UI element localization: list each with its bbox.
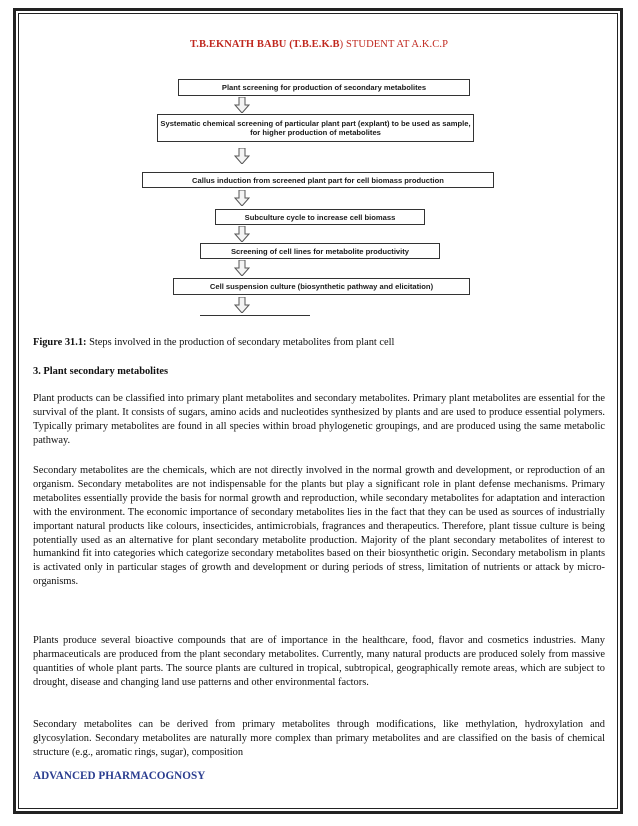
- arrow-down-icon: [234, 260, 250, 276]
- flow-step-1: Plant screening for production of secondary metabolites: [178, 79, 470, 96]
- header-affiliation: ) STUDENT AT A.K.C.P: [339, 39, 449, 50]
- figure-caption: [33, 336, 605, 350]
- flow-step-2: Systematic chemical screening of particular plant part (explant) to be used as sample, for higher production of metabolites: [157, 114, 474, 142]
- header-author: T.B.EKNATH BABU (T.B.E.K.B: [189, 39, 340, 50]
- arrow-down-icon: [234, 226, 250, 242]
- paragraph: Plant products can be classified into primary plant metabolites and secondary metabolites. Primary plant metabolites are essential for the survival of the plant. It consists of sugars, amino acids and nucleotides synthesized by plants and are used to produce essential polymers. Typically primary metabolites are found in all species within broad phylogenetic groupings, and are produced using the same metabolic pathway.: [33, 393, 605, 446]
- section-heading: 3. Plant secondary metabolites: [33, 366, 169, 377]
- page-footer: ADVANCED PHARMACOGNOSY: [33, 770, 206, 782]
- flow-step-3: Callus induction from screened plant part for cell biomass production: [142, 172, 494, 188]
- figure-caption-text: Steps involved in the production of secondary metabolites from plant cell: [86, 337, 395, 348]
- flow-step-5: Screening of cell lines for metabolite productivity: [200, 243, 440, 259]
- paragraph: Secondary metabolites can be derived from primary metabolites through modifications, like methylation, hydroxylation and glycosylation. Secondary metabolites are naturally more complex than primary metabolites and are classified on the basis of chemical structure (e.g., aromatic rings, sugar), composition: [33, 719, 605, 758]
- figure-label: Figure 31.1:: [33, 337, 87, 348]
- flow-step-cutoff: [200, 315, 310, 317]
- paragraph: Plants produce several bioactive compounds that are of importance in the healthcare, food, flavor and cosmetics industries. Many pharmaceuticals are produced from the plant secondary metabolites. Currently, many natural products are produced solely from massive quantities of whole plant parts. The source plants are cultured in tropical, subtropical, geographically remote areas, which are subject to drought, disease and changing land use patterns and other environmental factors.: [33, 635, 605, 688]
- paragraph: Secondary metabolites are the chemicals, which are not directly involved in the normal growth and development, or reproduction of an organism. Secondary metabolites are not indispensable for the plants but play a significant role in plant defense mechanisms. Primary metabolites essentially provide the basis for normal growth and reproduction, while secondary metabolites for adaptation and interaction with the environment. The economic importance of secondary metabolites lies in the fact that they can be used as sources of industrially important natural products like colours, insecticides, antimicrobials, fragrances and therapeutics. Therefore, plant tissue culture is being potentially used as an alternative for plant secondary metabolite production. Majority of the plant secondary metabolites of interest to humankind fit into categories which categorize secondary metabolites based on their biosynthetic origin. Secondary metabolism in plants is activated only in particular stages of growth and development or during periods of stress, limitation of nutrients or attack by micro-organisms.: [33, 465, 605, 588]
- arrow-down-icon: [234, 190, 250, 206]
- arrow-down-icon: [234, 297, 250, 313]
- page-header: [0, 39, 638, 50]
- flow-step-4: Subculture cycle to increase cell biomass: [215, 209, 425, 225]
- flow-step-6: Cell suspension culture (biosynthetic pathway and elicitation): [173, 278, 470, 295]
- arrow-down-icon: [234, 97, 250, 113]
- arrow-down-icon: [234, 148, 250, 164]
